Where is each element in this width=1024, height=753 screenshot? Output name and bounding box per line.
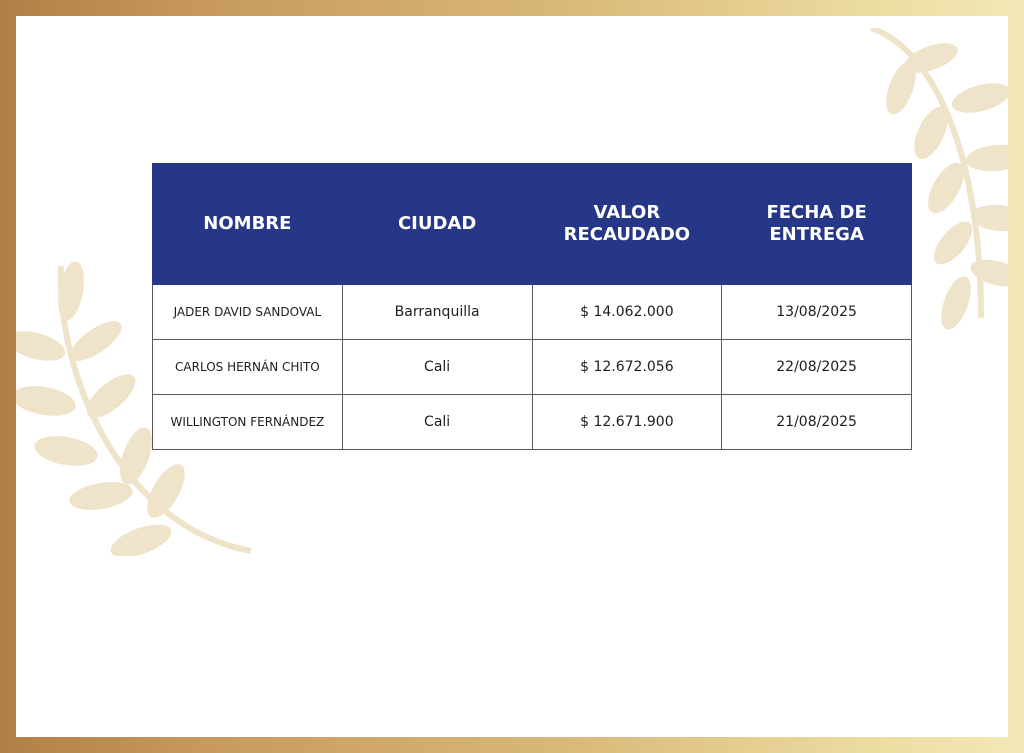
cell-nombre: JADER DAVID SANDOVAL [153,285,343,340]
results-table [152,163,912,450]
cell-fecha: 21/08/2025 [722,395,912,450]
certificate-frame [16,16,1008,737]
header-fecha-de-entrega: FECHA DE ENTREGA [722,164,912,285]
header-valor-recaudado: VALOR RECAUDADO [532,164,722,285]
header-ciudad: CIUDAD [342,164,532,285]
cell-fecha: 22/08/2025 [722,340,912,395]
cell-nombre: CARLOS HERNÁN CHITO [153,340,343,395]
cell-ciudad: Cali [342,395,532,450]
cell-valor: $ 12.672.056 [532,340,722,395]
cell-valor: $ 14.062.000 [532,285,722,340]
cell-ciudad: Barranquilla [342,285,532,340]
cell-valor: $ 12.671.900 [532,395,722,450]
header-nombre: NOMBRE [153,164,343,285]
cell-fecha: 13/08/2025 [722,285,912,340]
cell-nombre: WILLINGTON FERNÁNDEZ [153,395,343,450]
table-header-row [153,164,912,285]
table-row [153,285,912,340]
table-row [153,340,912,395]
cell-ciudad: Cali [342,340,532,395]
table-row [153,395,912,450]
